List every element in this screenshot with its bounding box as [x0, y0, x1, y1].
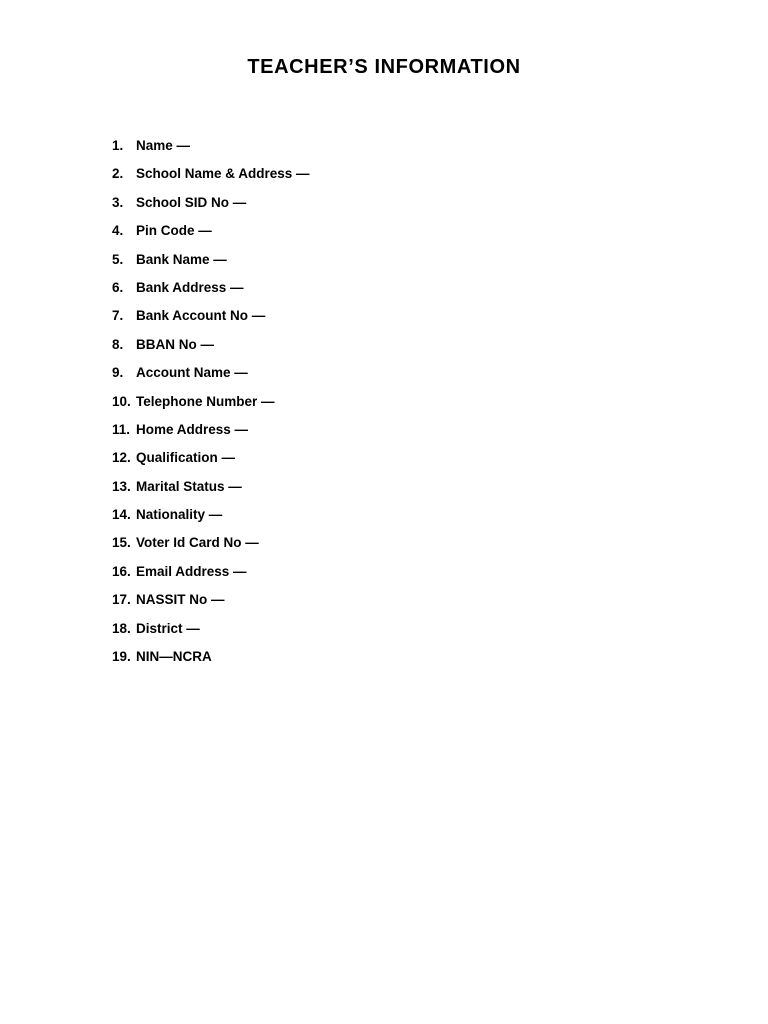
field-item-bank-account-no	[112, 304, 310, 332]
field-number: 14.	[112, 507, 131, 523]
field-item-nassit-no	[112, 588, 310, 616]
field-number: 13.	[112, 478, 131, 494]
field-number: 3.	[112, 194, 124, 210]
field-item-bban-no	[112, 333, 310, 361]
field-item-bank-address	[112, 276, 310, 304]
field-label: Nationality —	[136, 507, 223, 523]
field-list	[112, 134, 310, 673]
field-item-district	[112, 617, 310, 645]
field-number: 12.	[112, 450, 131, 466]
field-label: Pin Code —	[136, 223, 212, 239]
field-label: Voter Id Card No —	[136, 535, 259, 551]
field-number: 15.	[112, 535, 131, 551]
field-number: 11.	[112, 421, 131, 437]
field-item-school-sid-no	[112, 191, 310, 219]
field-number: 16.	[112, 563, 131, 579]
field-label: School SID No —	[136, 194, 247, 210]
field-label: Telephone Number —	[136, 393, 275, 409]
field-item-account-name	[112, 361, 310, 389]
field-item-email-address	[112, 560, 310, 588]
field-label: Bank Account No —	[136, 308, 266, 324]
field-number: 18.	[112, 620, 131, 636]
field-number: 5.	[112, 251, 124, 267]
field-number: 17.	[112, 592, 131, 608]
field-item-nin-ncra	[112, 645, 310, 673]
field-label: NIN—NCRA	[136, 649, 212, 665]
document-title: TEACHER’S INFORMATION	[247, 56, 521, 78]
field-item-marital-status	[112, 475, 310, 503]
field-number: 4.	[112, 223, 124, 239]
field-label: Marital Status —	[136, 478, 242, 494]
field-number: 2.	[112, 166, 124, 182]
field-number: 10.	[112, 393, 131, 409]
field-number: 19.	[112, 649, 131, 665]
field-item-home-address	[112, 418, 310, 446]
field-label: District —	[136, 620, 200, 636]
field-item-nationality	[112, 503, 310, 531]
field-item-name	[112, 134, 310, 162]
field-item-school-name-address	[112, 162, 310, 190]
field-item-qualification	[112, 446, 310, 474]
field-label: Email Address —	[136, 563, 247, 579]
field-label: Bank Address —	[136, 279, 244, 295]
field-item-telephone-number	[112, 390, 310, 418]
field-number: 6.	[112, 279, 124, 295]
field-item-voter-id-card-no	[112, 531, 310, 559]
field-label: School Name & Address —	[136, 166, 310, 182]
field-number: 8.	[112, 336, 124, 352]
field-number: 1.	[112, 138, 124, 153]
field-label: Home Address —	[136, 421, 249, 437]
field-label: NASSIT No —	[136, 592, 225, 608]
field-label: Bank Name —	[136, 251, 227, 267]
field-item-bank-name	[112, 248, 310, 276]
field-item-pin-code	[112, 219, 310, 247]
field-number: 9.	[112, 365, 124, 381]
field-label: Qualification —	[136, 450, 236, 466]
field-number: 7.	[112, 308, 124, 324]
field-label: BBAN No —	[136, 336, 214, 352]
field-label: Name —	[136, 138, 191, 153]
field-label: Account Name —	[136, 365, 248, 381]
